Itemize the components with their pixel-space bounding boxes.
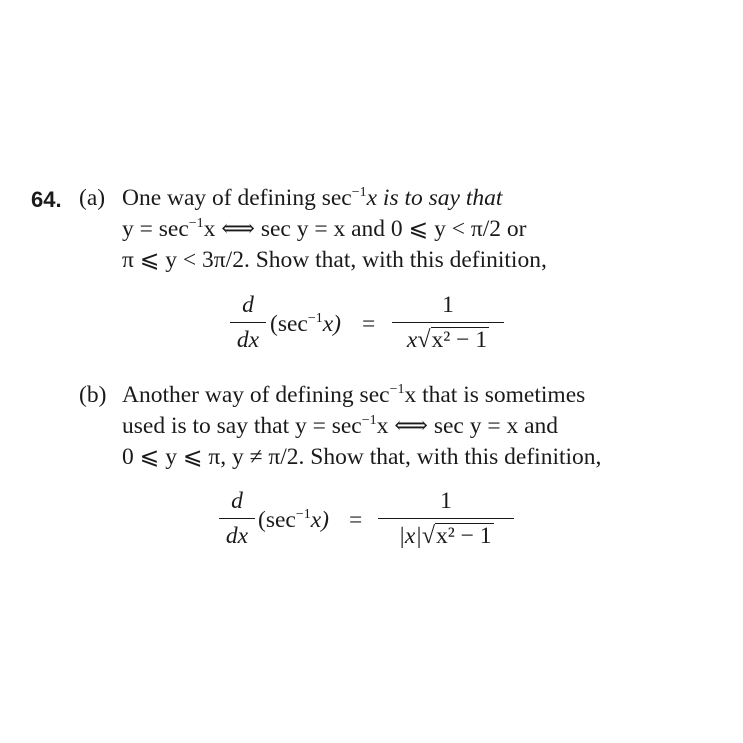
part-a-line-3: π ⩽ y < 3π/2. Show that, with this definition, bbox=[122, 247, 547, 273]
part-a-label: (a) bbox=[79, 185, 106, 211]
derivative-denominator: dx bbox=[225, 523, 249, 549]
part-a-line-1: One way of defining $\sec^{-1}x$ is to say that bbox=[122, 185, 503, 211]
result-denominator: x√x² − 1 bbox=[406, 327, 488, 353]
derivative-numerator: d bbox=[231, 488, 243, 514]
radicand: x² − 1 bbox=[435, 523, 492, 549]
fraction-bar bbox=[392, 322, 504, 323]
part-a-line-2: $y = \sec^{-1}x$ ⟺ sec y = x and 0 ⩽ y < π/2 or bbox=[122, 216, 527, 242]
part-a-result-fraction bbox=[392, 294, 504, 360]
fraction-bar bbox=[378, 518, 514, 519]
part-a-argument: $(\sec^{-1}x)$ bbox=[270, 311, 342, 337]
derivative-numerator: d bbox=[242, 292, 254, 318]
part-b-line-3: 0 ⩽ y ⩽ π, y ≠ π/2. Show that, with this definition, bbox=[122, 444, 602, 470]
part-b-line-1: Another way of defining $\sec^{-1}x$ that is sometimes bbox=[122, 382, 586, 408]
result-numerator: 1 bbox=[442, 292, 454, 318]
part-b-label: (b) bbox=[79, 382, 107, 408]
fraction-bar bbox=[230, 322, 266, 323]
part-b-argument: $(\sec^{-1}x)$ bbox=[258, 507, 330, 533]
part-b-line-2: used is to say that $y = \sec^{-1}x$ ⟺ sec y = x and bbox=[122, 413, 559, 439]
part-b-result-fraction bbox=[378, 490, 514, 556]
result-denominator: |x|√x² − 1 bbox=[398, 523, 492, 549]
problem-number: 64. bbox=[31, 187, 62, 212]
derivative-denominator: dx bbox=[236, 327, 260, 353]
part-a-derivative-operator bbox=[230, 294, 266, 360]
part-a-equals: = bbox=[362, 311, 376, 337]
part-b-equals: = bbox=[349, 507, 363, 533]
fraction-bar bbox=[219, 518, 255, 519]
radicand: x² − 1 bbox=[431, 327, 488, 353]
radical-sign: √ bbox=[417, 327, 431, 353]
radical-sign: √ bbox=[421, 523, 435, 549]
result-numerator: 1 bbox=[440, 488, 452, 514]
part-b-derivative-operator bbox=[219, 490, 255, 556]
